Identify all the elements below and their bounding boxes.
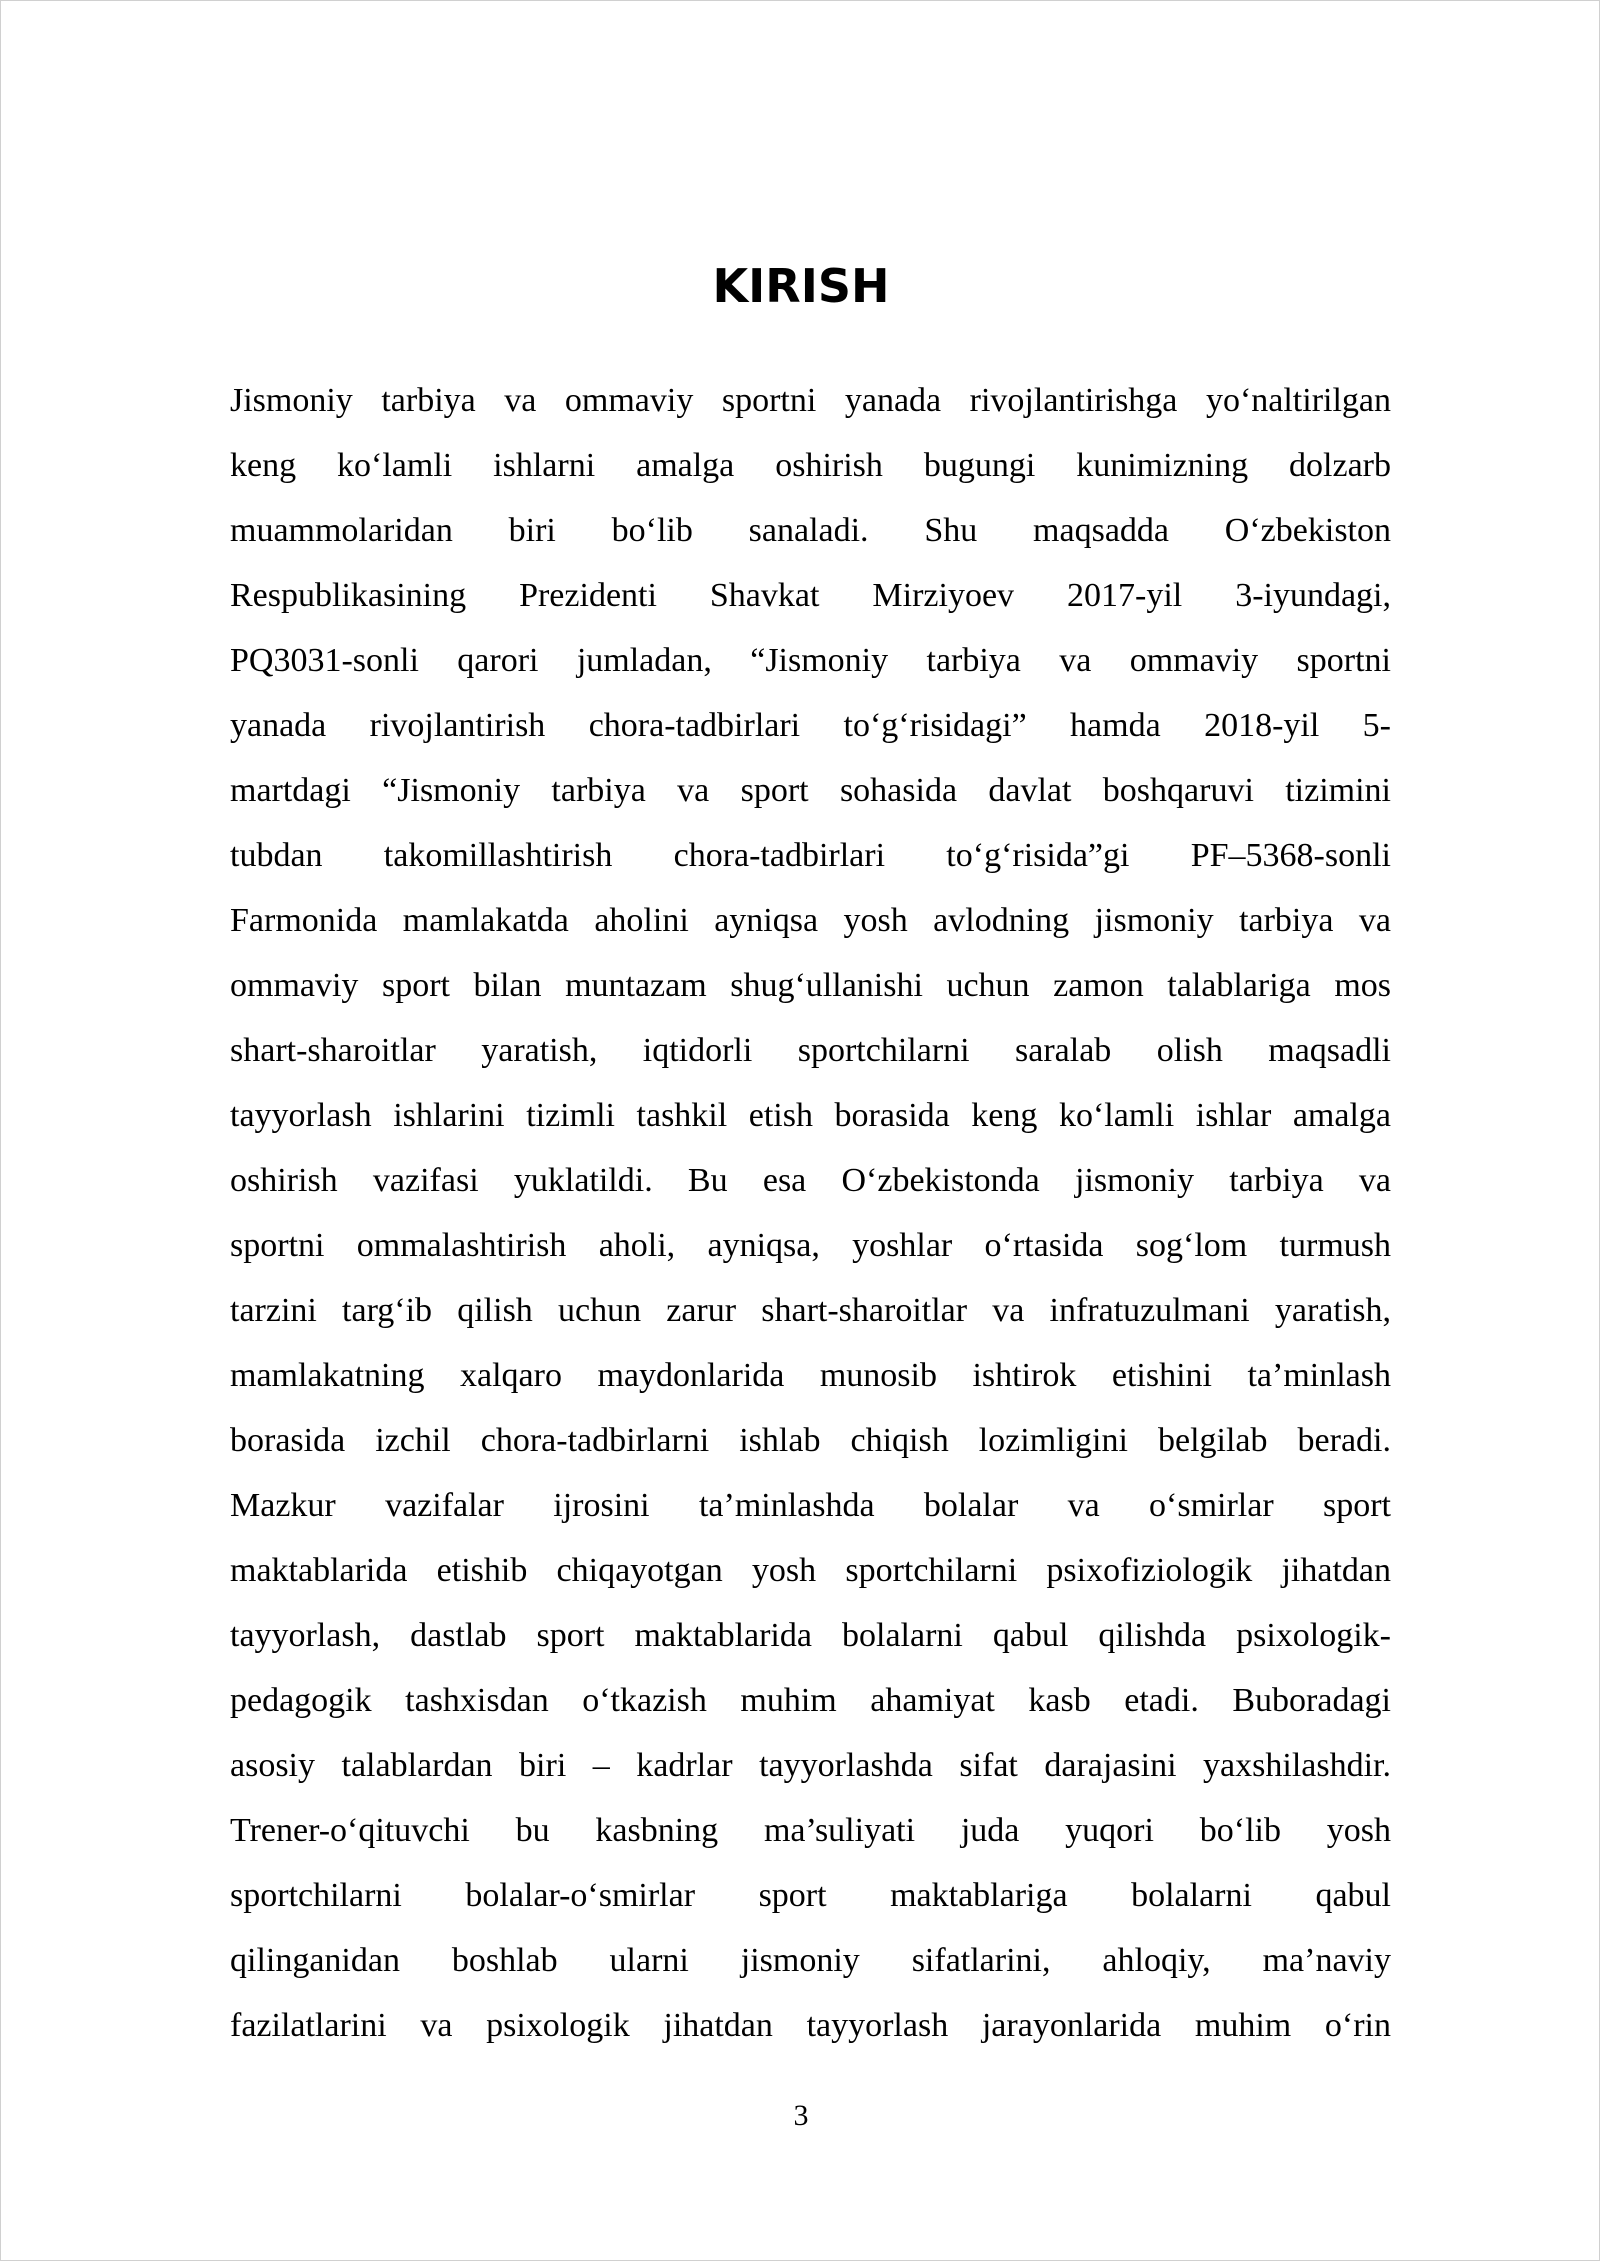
text-line: muammolaridan biri bo‘lib sanaladi. Shu maqsadda O‘zbekiston (230, 512, 1391, 549)
text-line: Mazkur vazifalar ijrosini ta’minlashda bolalar va o‘smirlar sport (230, 1487, 1391, 1524)
text-line: keng ko‘lamli ishlarni amalga oshirish bugungi kunimizning dolzarb (230, 447, 1391, 484)
text-line: tarzini targ‘ib qilish uchun zarur shart-sharoitlar va infratuzulmani yaratish, (230, 1292, 1391, 1329)
text-line: tubdan takomillashtirish chora-tadbirlari to‘g‘risida”gi PF–5368-sonli (230, 837, 1391, 874)
text-line: martdagi “Jismoniy tarbiya va sport sohasida davlat boshqaruvi tizimini (230, 772, 1391, 809)
text-line: Jismoniy tarbiya va ommaviy sportni yanada rivojlantirishga yo‘naltirilgan (230, 382, 1391, 419)
body-text (230, 368, 1391, 2058)
text-line: oshirish vazifasi yuklatildi. Bu esa O‘zbekistonda jismoniy tarbiya va (230, 1162, 1391, 1199)
text-line: asosiy talablardan biri – kadrlar tayyorlashda sifat darajasini yaxshilashdir. (230, 1747, 1391, 1784)
text-line: shart-sharoitlar yaratish, iqtidorli sportchilarni saralab olish maqsadli (230, 1032, 1391, 1069)
text-line: yanada rivojlantirish chora-tadbirlari to‘g‘risidagi” hamda 2018-yil 5- (230, 707, 1391, 744)
text-line: sportni ommalashtirish aholi, ayniqsa, yoshlar o‘rtasida sog‘lom turmush (230, 1227, 1391, 1264)
page-number: 3 (793, 2099, 809, 2132)
text-line: borasida izchil chora-tadbirlarni ishlab chiqish lozimligini belgilab beradi. (230, 1422, 1391, 1459)
text-line: tayyorlash, dastlab sport maktablarida bolalarni qabul qilishda psixologik- (230, 1617, 1391, 1654)
text-line: qilinganidan boshlab ularni jismoniy sifatlarini, ahloqiy, ma’naviy (230, 1942, 1391, 1979)
text-line: Respublikasining Prezidenti Shavkat Mirziyoev 2017-yil 3-iyundagi, (230, 577, 1391, 614)
text-line: ommaviy sport bilan muntazam shug‘ullanishi uchun zamon talablariga mos (230, 967, 1391, 1004)
text-line: fazilatlarini va psixologik jihatdan tayyorlash jarayonlarida muhim o‘rin (230, 2007, 1391, 2044)
text-line: PQ3031-sonli qarori jumladan, “Jismoniy tarbiya va ommaviy sportni (230, 642, 1391, 679)
text-line: pedagogik tashxisdan o‘tkazish muhim ahamiyat kasb etadi. Buboradagi (230, 1682, 1391, 1719)
page-title: KIRISH (712, 259, 890, 313)
text-line: Trener-o‘qituvchi bu kasbning ma’suliyati juda yuqori bo‘lib yosh (230, 1812, 1391, 1849)
text-line: tayyorlash ishlarini tizimli tashkil etish borasida keng ko‘lamli ishlar amalga (230, 1097, 1391, 1134)
text-line: Farmonida mamlakatda aholini ayniqsa yosh avlodning jismoniy tarbiya va (230, 902, 1391, 939)
text-line: maktablarida etishib chiqayotgan yosh sportchilarni psixofiziologik jihatdan (230, 1552, 1391, 1589)
text-line: mamlakatning xalqaro maydonlarida munosib ishtirok etishini ta’minlash (230, 1357, 1391, 1394)
text-line: sportchilarni bolalar-o‘smirlar sport maktablariga bolalarni qabul (230, 1877, 1391, 1914)
